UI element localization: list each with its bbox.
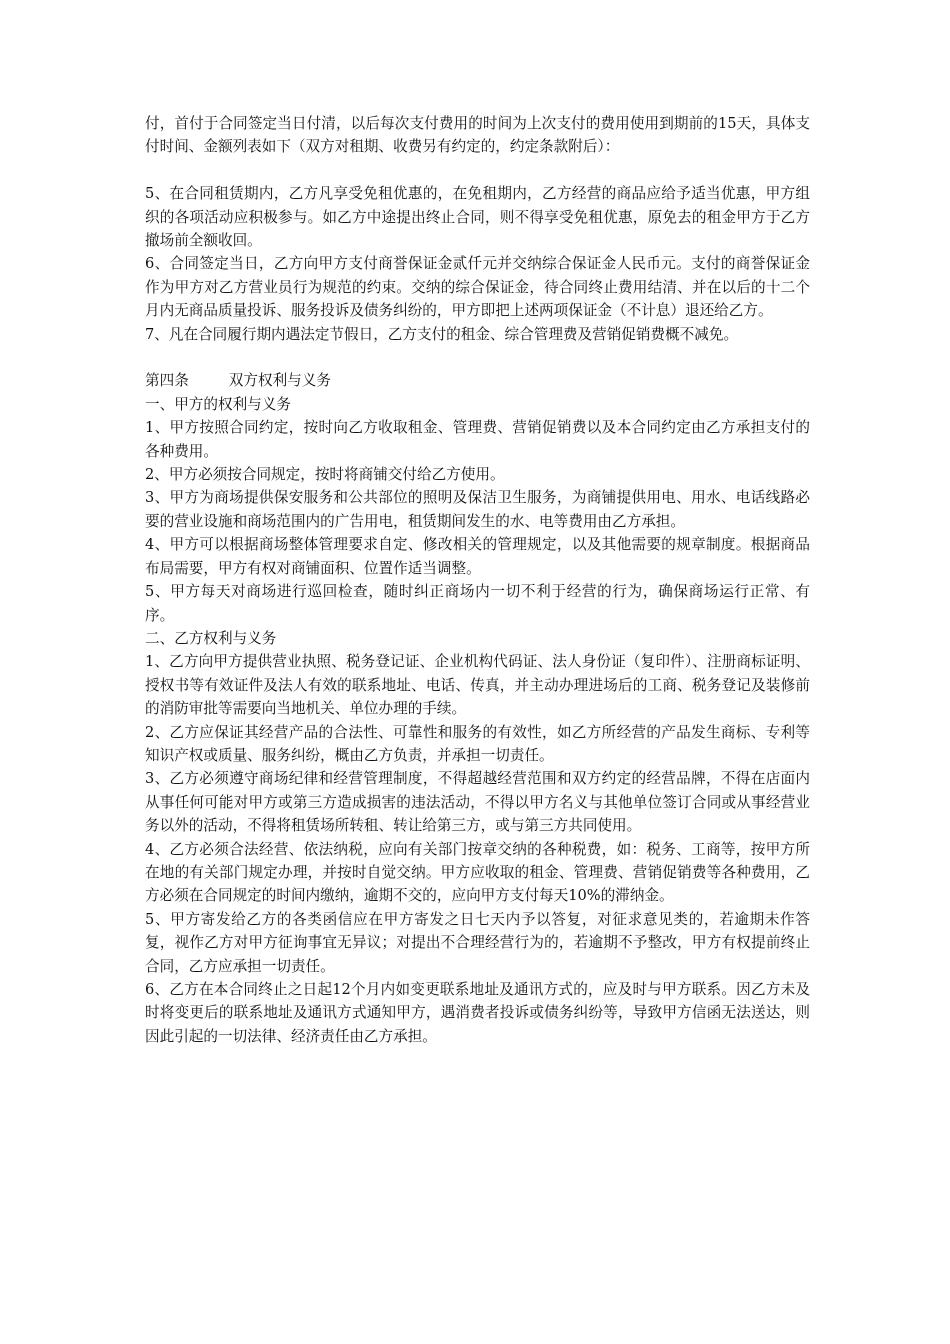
document-page	[145, 112, 810, 1048]
party-a-item-3: 3、甲方为商场提供保安服务和公共部位的照明及保洁卫生服务，为商铺提供用电、用水、电话线路必要的营业设施和商场范围内的广告用电，租赁期间发生的水、电等费用由乙方承担。	[145, 489, 810, 530]
party-b-item-6: 6、乙方在本合同终止之日起12个月内如变更联系地址及通讯方式的，应及时与甲方联系。因乙方未及时将变更后的联系地址及通讯方式通知甲方，遇消费者投诉或债务纠纷等，导致甲方信函无法送达，则因此引起的一切法律、经济责任由乙方承担。	[145, 981, 810, 1045]
article-title: 双方权利与义务	[228, 372, 331, 390]
article-4-heading	[145, 369, 810, 392]
party-b-item-5: 5、甲方寄发给乙方的各类函信应在甲方寄发之日七天内予以答复，对征求意见类的，若逾期未作答复，视作乙方对甲方征询事宜无异议；对提出不合理经营行为的，若逾期不予整改，甲方有权提前终止合同，乙方应承担一切责任。	[145, 910, 810, 975]
clause-7-holidays: 7、凡在合同履行期内遇法定节假日，乙方支付的租金、综合管理费及营销促销费概不减免。	[145, 325, 739, 343]
party-a-item-5: 5、甲方每天对商场进行巡回检查，随时纠正商场内一切不利于经营的行为，确保商场运行正常、有序。	[145, 583, 810, 624]
party-a-item-4: 4、甲方可以根据商场整体管理要求自定、修改相关的管理规定，以及其他需要的规章制度。根据商品布局需要，甲方有权对商铺面积、位置作适当调整。	[145, 536, 810, 577]
paragraph-payment-terms: 付，首付于合同签定当日付清，以后每次支付费用的时间为上次支付的费用使用到期前的15天，具体支付时间、金额列表如下（双方对租期、收费另有约定的，约定条款附后）：	[145, 115, 810, 156]
section-party-a: 一、甲方的权利与义务	[145, 395, 291, 413]
party-a-item-2: 2、甲方必须按合同规定，按时将商铺交付给乙方使用。	[145, 466, 505, 484]
clause-6-deposit: 6、合同签定当日，乙方向甲方支付商誉保证金贰仟元并交纳综合保证金人民币元。支付的商誉保证金作为甲方对乙方营业员行为规范的约束。交纳的综合保证金，待合同终止费用结清、并在以后的十二个月内无商品质量投诉、服务投诉及债务纠纷的，甲方即把上述两项保证金（不计息）退还给乙方。	[145, 255, 810, 320]
party-b-item-4: 4、乙方必须合法经营、依法纳税，应向有关部门按章交纳的各种税费，如：税务、工商等，按甲方所在地的有关部门规定办理，并按时自觉交纳。甲方应收取的租金、管理费、营销促销费等各种费用，乙方必须在合同规定的时间内缴纳，逾期不交的，应向甲方支付每天10%的滞纳金。	[145, 840, 810, 905]
blank-line	[145, 159, 810, 182]
section-party-b: 二、乙方权利与义务	[145, 629, 277, 647]
party-a-item-1: 1、甲方按照合同约定，按时向乙方收取租金、管理费、营销促销费以及本合同约定由乙方承担支付的各种费用。	[145, 419, 810, 460]
party-b-item-1: 1、乙方向甲方提供营业执照、税务登记证、企业机构代码证、法人身份证（复印件）、注册商标证明、授权书等有效证件及法人有效的联系地址、电话、传真，并主动办理进场后的工商、税务登记及装修前的消防审批等需要向当地机关、单位办理的手续。	[145, 653, 810, 718]
clause-5-rent-free: 5、在合同租赁期内，乙方凡享受免租优惠的，在免租期内，乙方经营的商品应给予适当优惠，甲方组织的各项活动应积极参与。如乙方中途提出终止合同，则不得享受免租优惠，原免去的租金甲方于乙方撤场前全额收回。	[145, 185, 810, 250]
blank-line	[145, 346, 810, 369]
party-b-item-3: 3、乙方必须遵守商场纪律和经营管理制度，不得超越经营范围和双方约定的经营品牌，不得在店面内从事任何可能对甲方或第三方造成损害的违法活动，不得以甲方名义与其他单位签订合同或从事经营业务以外的活动，不得将租赁场所转租、转让给第三方，或与第三方共同使用。	[145, 770, 810, 835]
party-b-item-2: 2、乙方应保证其经营产品的合法性、可靠性和服务的有效性，如乙方所经营的产品发生商标、专利等知识产权或质量、服务纠纷，概由乙方负责，并承担一切责任。	[145, 723, 810, 764]
article-number: 第四条	[145, 372, 189, 390]
